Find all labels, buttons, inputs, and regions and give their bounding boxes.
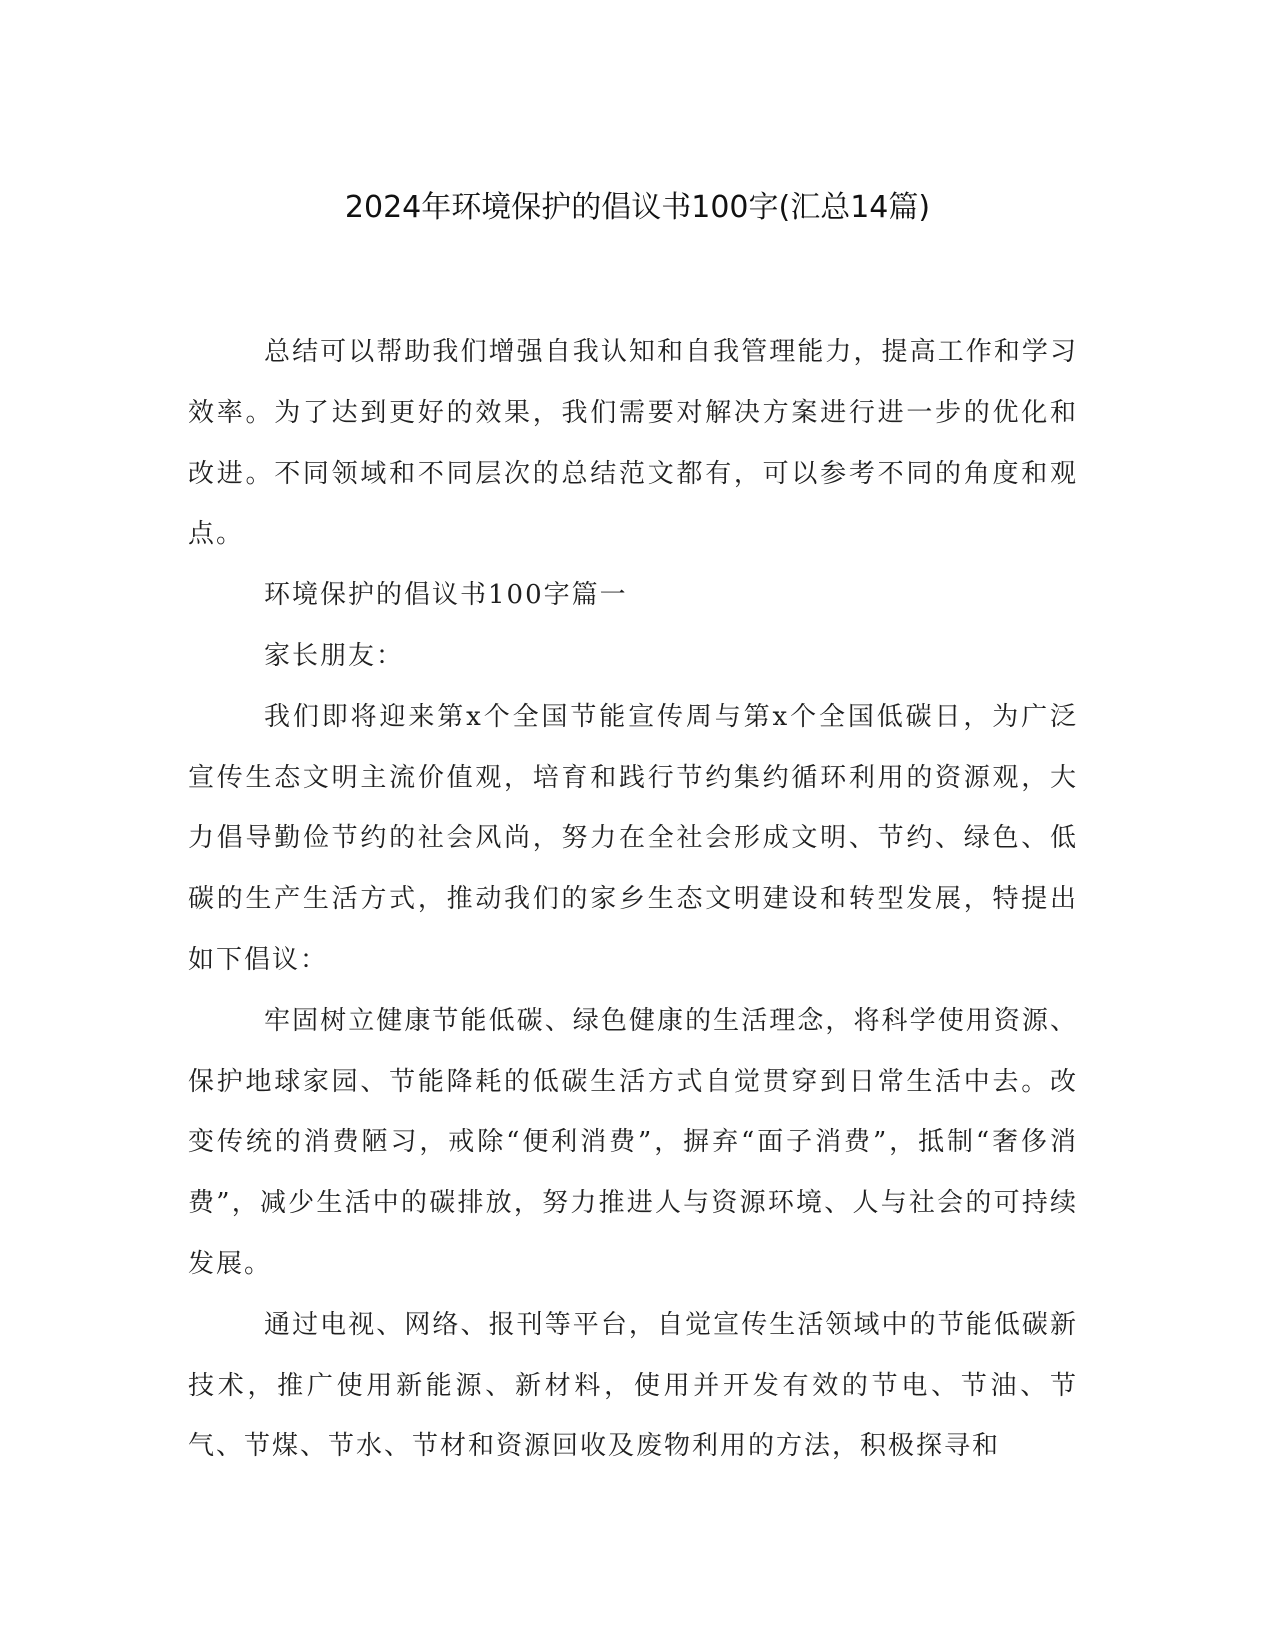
body-paragraph: 通过电视、网络、报刊等平台，自觉宣传生活领域中的节能低碳新技术，推广使用新能源、新材料，使用并开发有效的节电、节油、节气、节煤、节水、节材和资源回收及废物利用的方法，积极探寻和: [188, 1309, 1078, 1462]
body-paragraph: 牢固树立健康节能低碳、绿色健康的生活理念，将科学使用资源、保护地球家园、节能降耗的低碳生活方式自觉贯穿到日常生活中去。改变传统的消费陋习，戒除“便利消费”，摒弃“面子消费”，抵制“奢侈消费”，减少生活中的碳排放，努力推进人与资源环境、人与社会的可持续发展。: [188, 1005, 1078, 1279]
document-body: [188, 322, 1078, 1477]
intro-paragraph: 总结可以帮助我们增强自我认知和自我管理能力，提高工作和学习效率。为了达到更好的效果，我们需要对解决方案进行进一步的优化和改进。不同领域和不同层次的总结范文都有，可以参考不同的角度和观点。: [188, 337, 1078, 550]
section-heading: 环境保护的倡议书100字篇一: [264, 580, 628, 611]
salutation: 家长朋友：: [264, 640, 405, 671]
body-paragraph: 我们即将迎来第x个全国节能宣传周与第x个全国低碳日，为广泛宣传生态文明主流价值观，培育和践行节约集约循环利用的资源观，大力倡导勤俭节约的社会风尚，努力在全社会形成文明、节约、绿色、低碳的生产生活方式，推动我们的家乡生态文明建设和转型发展，特提出如下倡议：: [188, 701, 1078, 975]
document-title: 2024年环境保护的倡议书100字(汇总14篇): [344, 190, 931, 225]
